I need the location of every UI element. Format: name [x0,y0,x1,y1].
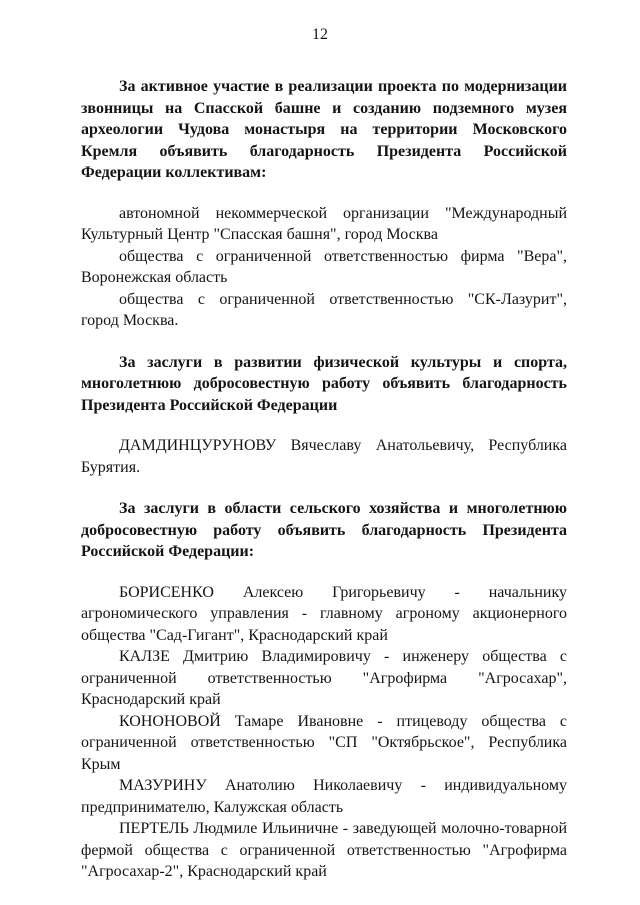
award-entry: КОНОНОВОЙ Тамаре Ивановне - птицеводу общества с ограниченной ответственностью "СП "Октябрьское", Республика Крым [81,712,567,773]
award-entry: МАЗУРИНУ Анатолию Николаевичу - индивидуальному предпринимателю, Калужская область [81,777,567,816]
spacer [81,184,567,203]
award-entry: общества с ограниченной ответственностью "СК-Лазурит", город Москва. [81,290,567,329]
section-heading: За активное участие в реализации проекта по модернизации звонницы на Спасской башне и созданию подземного музея археологии Чудова монастыря на территории Московского Кремля объявить благодарность Президента Российской Федерации коллективам: [81,78,567,181]
section-heading: За заслуги в развитии физической культуры и спорта, многолетнюю добросовестную работу объявить благодарность Президента Российской Федерации [81,353,567,414]
award-entry: ДАМДИНЦУРУНОВУ Вячеславу Анатольевичу, Республика Бурятия. [81,437,567,476]
award-list [81,435,567,478]
spacer [81,563,567,582]
award-entry: общества с ограниченной ответственностью фирма "Вера", Воронежская область [81,247,567,286]
award-entry: ПЕРТЕЛЬ Людмиле Ильиничне - заведующей молочно-товарной фермой общества с ограниченной ответственностью "Агрофирма "Агросахар-2", Краснодарский край [81,820,567,880]
award-list [81,582,567,883]
document-body [81,76,567,883]
spacer [81,332,567,352]
spacer [81,478,567,498]
spacer [81,416,567,435]
page-number: 12 [312,26,328,43]
award-list [81,203,567,332]
award-entry: КАЛЗЕ Дмитрию Владимировичу - инженеру общества с ограниченной ответственностью "Агрофирма "Агросахар", Краснодарский край [81,648,567,708]
award-entry: автономной некоммерческой организации "Международный Культурный Центр "Спасская башня", город Москва [81,204,567,243]
section-heading: За заслуги в области сельского хозяйства и многолетнюю добросовестную работу объявить благодарность Президента Российской Федерации: [81,500,567,560]
award-entry: БОРИСЕНКО Алексею Григорьевичу - начальнику агрономического управления - главному агроному акционерного общества "Сад-Гигант", Краснодарский край [81,583,567,644]
